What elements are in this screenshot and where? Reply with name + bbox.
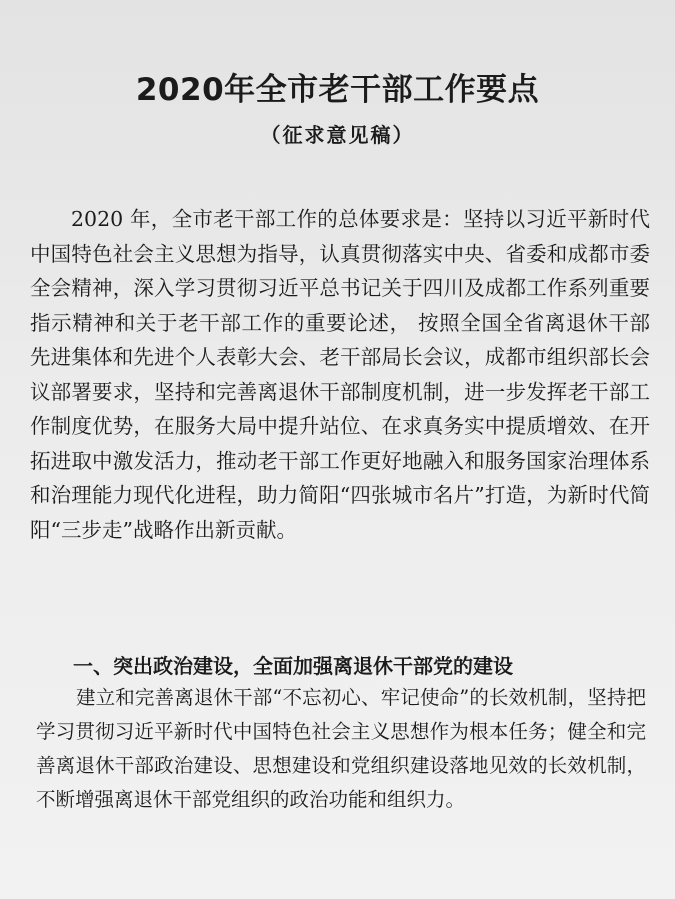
document-title: 2020年全市老干部工作要点 — [135, 72, 540, 108]
section-paragraph: 建立和完善离退休干部“不忘初心、牢记使命”的长效机制，坚持把学习贯彻习近平新时代中国特色社会主义思想作为根本任务；健全和完善离退休干部政治建设、思想建设和党组织建设落地见效的长效机制，不断增强离退休干部党组织的政治功能和组织力。 — [36, 686, 646, 811]
intro-paragraph: 2020 年，全市老干部工作的总体要求是：坚持以习近平新时代中国特色社会主义思想为指导，认真贯彻落实中央、省委和成都市委全会精神，深入学习贯彻习近平总书记关于四川及成都工作系列重要指示精神和关于老干部工作的重要论述， 按照全国全省离退休干部先进集体和先进个人表彰大会、老干部局长会议，成都市组织部长会议部署要求，坚持和完善离退休干部制度机制，进一步发挥老干部工作制度优势，在服务大局中提升站位、在求真务实中提质增效、在开拓进取中激发活力，推动老干部工作更好地融入和服务国家治理体系和治理能力现代化进程，助力简阳“四张城市名片”打造，为新时代简阳“三步走”战略作出新贡献。 — [30, 207, 650, 542]
document-subtitle: （征求意见稿） — [260, 123, 415, 147]
section-heading: 一、突出政治建设，全面加强离退休干部党的建设 — [73, 654, 513, 678]
